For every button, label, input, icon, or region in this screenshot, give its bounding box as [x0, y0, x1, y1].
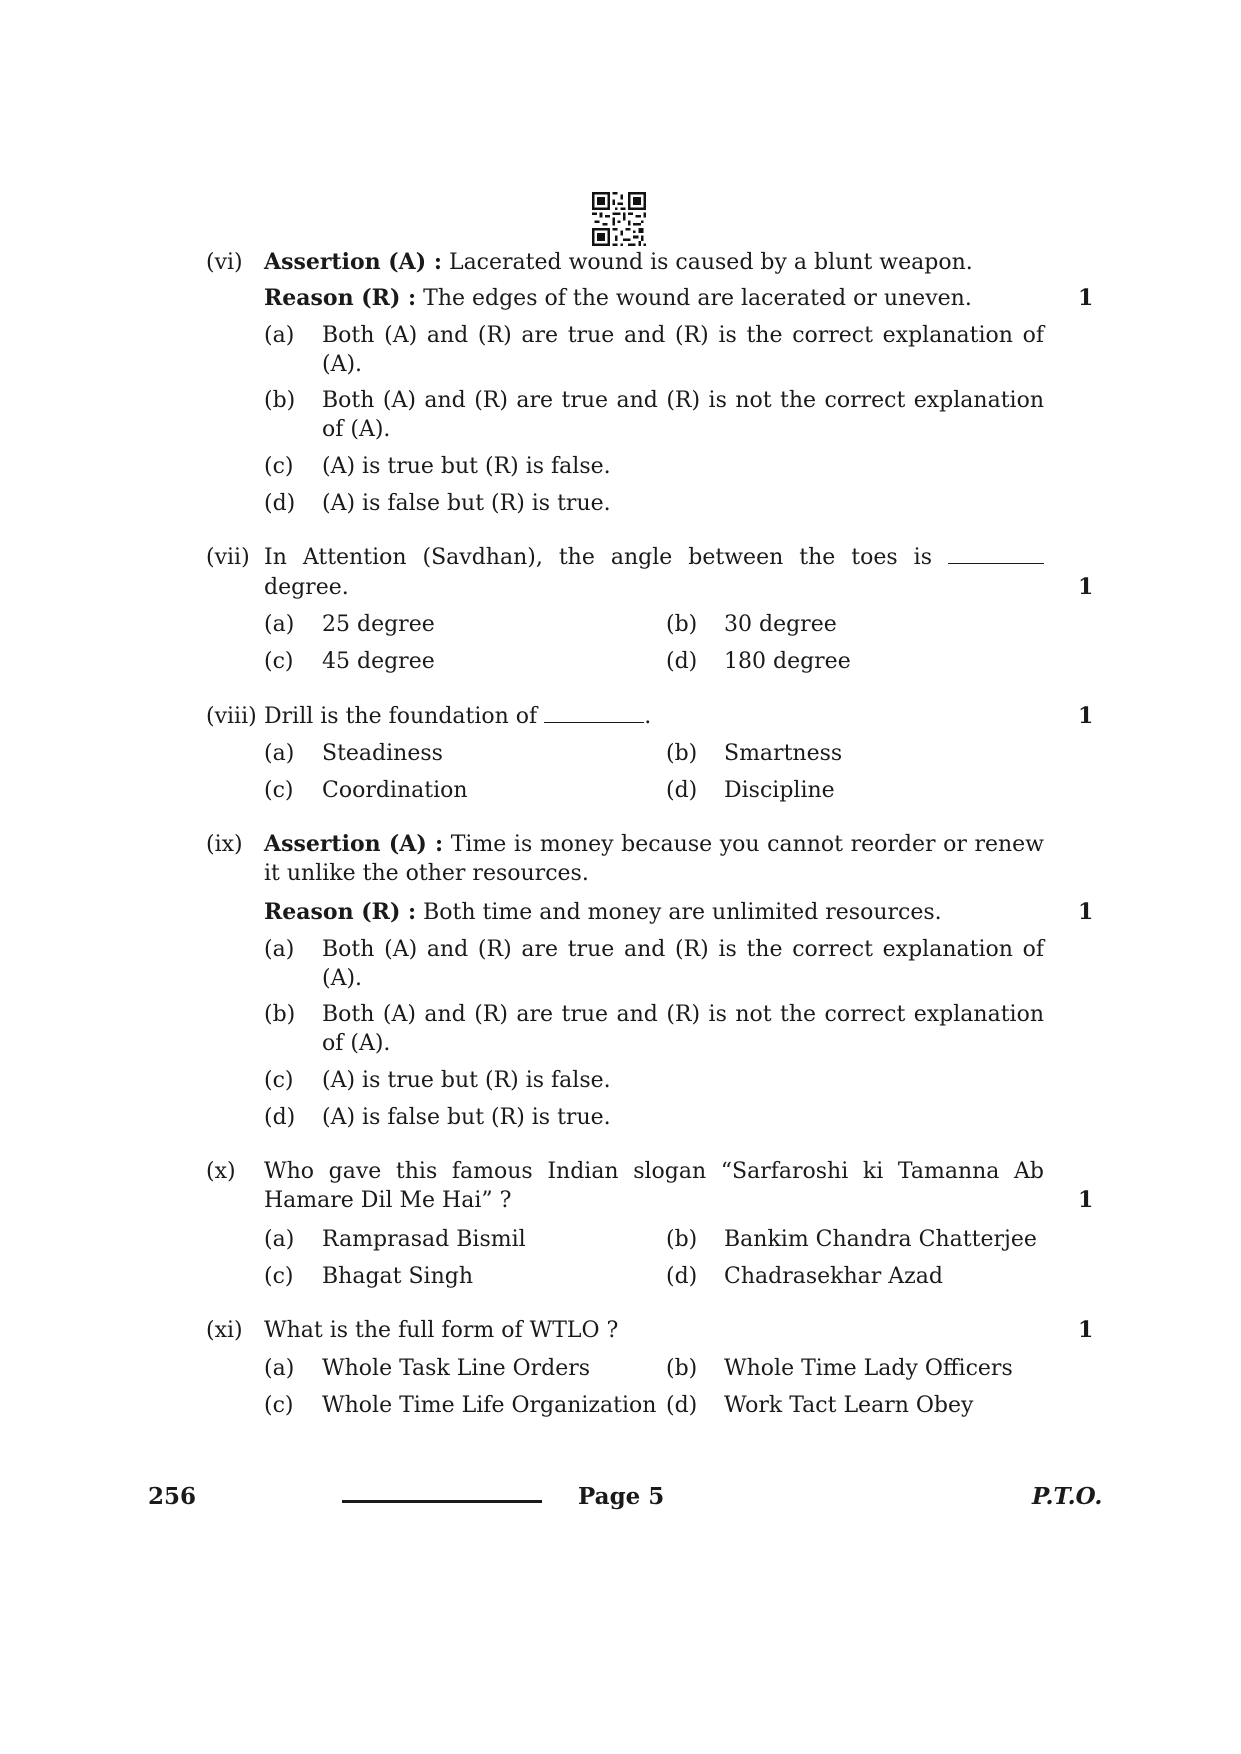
- option-text: Steadiness: [322, 741, 443, 766]
- qr-code: [592, 192, 646, 246]
- question-number: (vii): [206, 545, 250, 570]
- footer-rule: [342, 1500, 542, 1503]
- marks: 1: [1078, 285, 1094, 311]
- option-label: (c): [264, 1393, 294, 1418]
- option-label: (b): [264, 1002, 296, 1027]
- question-text: Who gave this famous Indian slogan “Sarfaroshi ki Tamanna Ab: [264, 1159, 1044, 1184]
- option-label: (b): [666, 1356, 698, 1381]
- marks: 1: [1078, 1317, 1094, 1343]
- option-text: Work Tact Learn Obey: [724, 1393, 974, 1418]
- option-text: (A) is true but (R) is false.: [322, 1068, 611, 1093]
- question-number: (ix): [206, 832, 243, 857]
- reason: [264, 898, 1044, 927]
- question-number: (viii): [206, 704, 257, 729]
- marks: 1: [1078, 574, 1094, 600]
- option-text: Chadrasekhar Azad: [724, 1264, 943, 1289]
- option-text: Ramprasad Bismil: [322, 1227, 526, 1252]
- assertion-text: it unlike the other resources.: [264, 861, 589, 886]
- assertion-label: Assertion (A) :: [264, 249, 442, 275]
- option-text: Discipline: [724, 778, 835, 803]
- reason-label: Reason (R) :: [264, 285, 417, 311]
- option-label: (d): [264, 491, 296, 516]
- question-text: Hamare Dil Me Hai” ?: [264, 1188, 512, 1213]
- question-text: In Attention (Savdhan), the angle between the toes is: [264, 543, 1044, 572]
- option-text: (A) is false but (R) is true.: [322, 1105, 611, 1130]
- question-text: Drill is the foundation of .: [264, 704, 652, 729]
- reason: [264, 284, 1044, 313]
- option-label: (b): [666, 741, 698, 766]
- option-label: (c): [264, 778, 294, 803]
- option-label: (b): [264, 388, 296, 413]
- option-text: Both (A) and (R) are true and (R) is the correct explanation of: [322, 937, 1044, 962]
- option-text: Whole Time Life Organization: [322, 1393, 657, 1418]
- option-text: (A) is false but (R) is true.: [322, 491, 611, 516]
- marks: 1: [1078, 703, 1094, 729]
- option-label: (a): [264, 937, 295, 962]
- answer-blank: [544, 702, 644, 723]
- option-label: (c): [264, 1264, 294, 1289]
- question-text: What is the full form of WTLO ?: [264, 1318, 619, 1343]
- option-text: (A).: [322, 966, 363, 991]
- answer-blank: [948, 543, 1044, 564]
- option-text: Whole Time Lady Officers: [724, 1356, 1013, 1381]
- question-number: (vi): [206, 250, 243, 275]
- option-text: Both (A) and (R) are true and (R) is not the correct explanation: [322, 388, 1044, 413]
- question-number: (xi): [206, 1318, 243, 1343]
- option-label: (c): [264, 1068, 294, 1093]
- option-label: (a): [264, 741, 295, 766]
- option-label: (b): [666, 612, 698, 637]
- option-text: (A) is true but (R) is false.: [322, 454, 611, 479]
- page-number: Page 5: [578, 1483, 665, 1510]
- assertion: [264, 248, 1044, 277]
- option-text: Coordination: [322, 778, 468, 803]
- question-number: (x): [206, 1159, 236, 1184]
- marks: 1: [1078, 1187, 1094, 1213]
- assertion-text: Time is money because you cannot reorder or renew: [450, 832, 1045, 857]
- option-text: Bhagat Singh: [322, 1264, 474, 1289]
- option-label: (a): [264, 1356, 295, 1381]
- assertion: [264, 830, 1044, 859]
- option-label: (d): [666, 1393, 698, 1418]
- reason-label: Reason (R) :: [264, 899, 417, 925]
- option-text: of (A).: [322, 417, 391, 442]
- assertion-label: Assertion (A) :: [264, 831, 444, 857]
- option-text: Smartness: [724, 741, 843, 766]
- option-text: 45 degree: [322, 649, 435, 674]
- option-text: Both (A) and (R) are true and (R) is not the correct explanation: [322, 1002, 1044, 1027]
- reason-text: Both time and money are unlimited resources.: [423, 900, 942, 925]
- option-text: 30 degree: [724, 612, 837, 637]
- paper-code: 256: [148, 1483, 197, 1510]
- option-text: Bankim Chandra Chatterjee: [724, 1227, 1037, 1252]
- option-label: (c): [264, 454, 294, 479]
- option-label: (a): [264, 323, 295, 348]
- option-label: (c): [264, 649, 294, 674]
- option-label: (d): [666, 649, 698, 674]
- option-label: (a): [264, 1227, 295, 1252]
- question-text: degree.: [264, 575, 349, 600]
- option-text: 180 degree: [724, 649, 851, 674]
- please-turn-over: P.T.O.: [1032, 1483, 1103, 1510]
- option-label: (a): [264, 612, 295, 637]
- option-text: Both (A) and (R) are true and (R) is the correct explanation of: [322, 323, 1044, 348]
- option-label: (b): [666, 1227, 698, 1252]
- option-label: (d): [666, 1264, 698, 1289]
- assertion-text: Lacerated wound is caused by a blunt weapon.: [448, 250, 973, 275]
- marks: 1: [1078, 899, 1094, 925]
- option-text: of (A).: [322, 1031, 391, 1056]
- option-label: (d): [264, 1105, 296, 1130]
- option-text: Whole Task Line Orders: [322, 1356, 591, 1381]
- option-text: 25 degree: [322, 612, 435, 637]
- option-text: (A).: [322, 352, 363, 377]
- reason-text: The edges of the wound are lacerated or uneven.: [423, 286, 972, 311]
- option-label: (d): [666, 778, 698, 803]
